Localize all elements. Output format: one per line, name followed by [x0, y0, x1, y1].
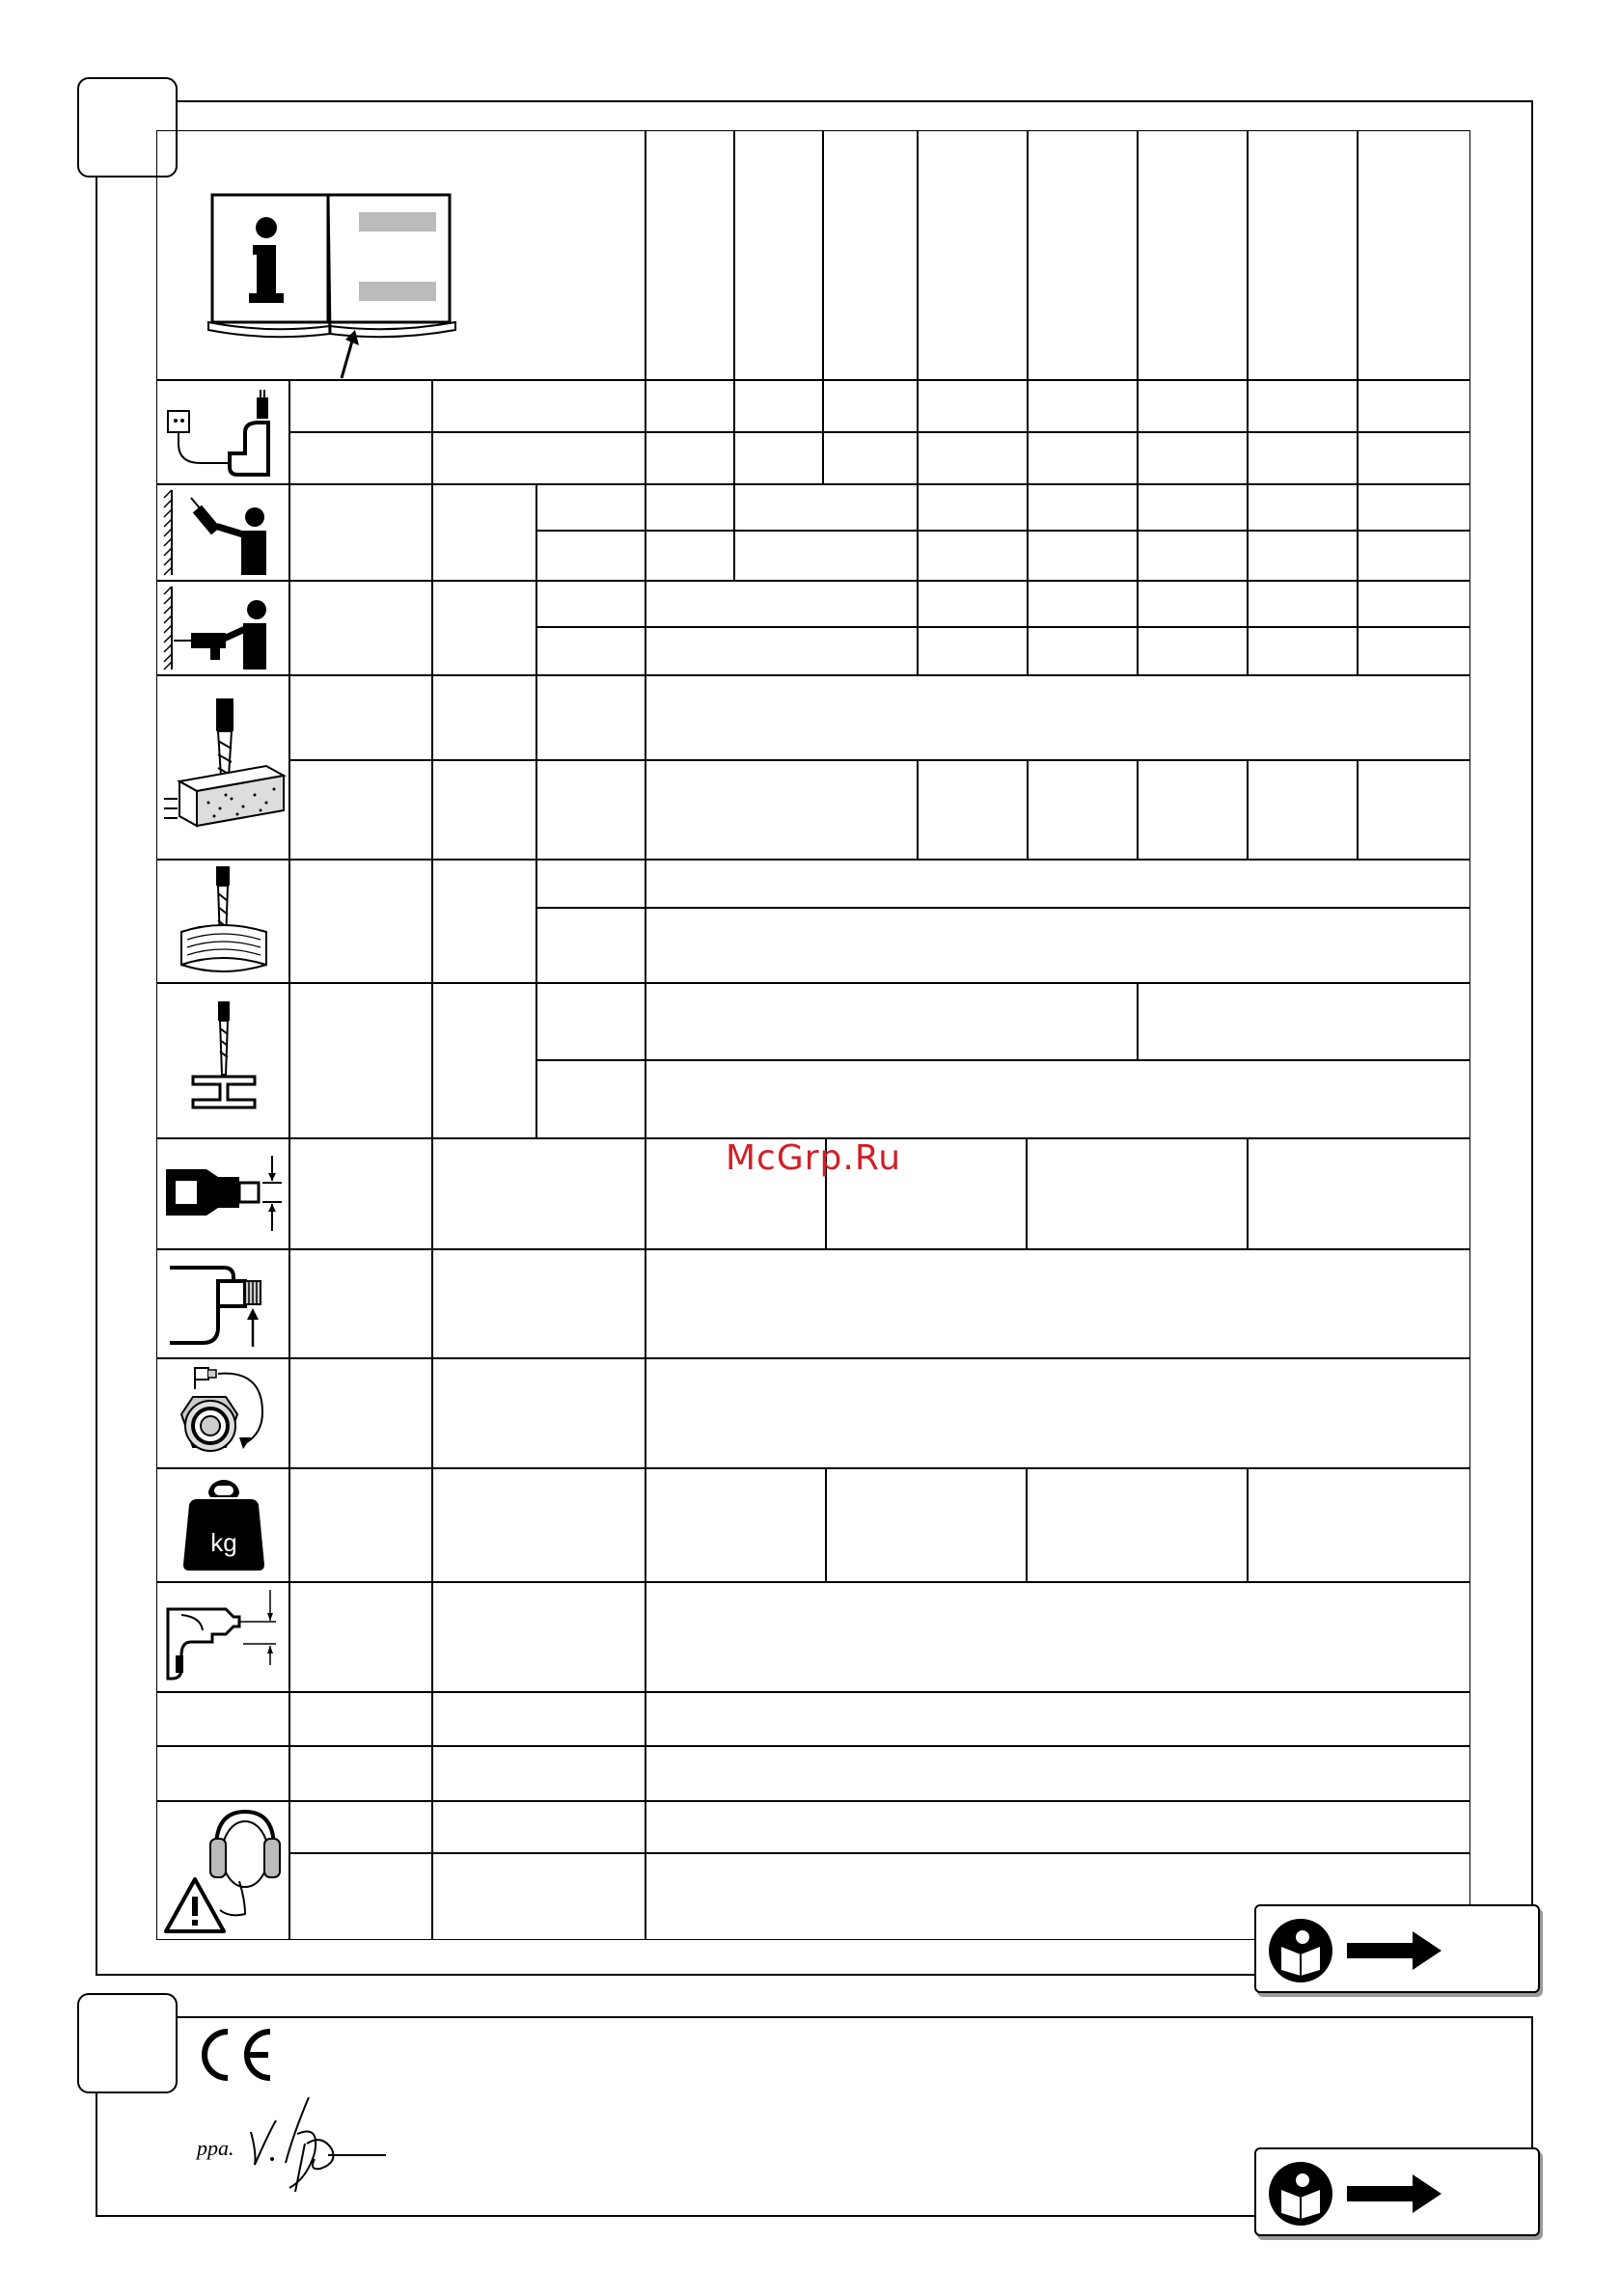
- see-manual-button[interactable]: [1254, 1904, 1540, 1993]
- spec-cell: [917, 580, 1029, 628]
- spec-cell: [1357, 759, 1470, 861]
- spec-cell: [822, 379, 919, 433]
- spec-cell: [288, 982, 433, 1139]
- spec-cell: [535, 759, 646, 861]
- steel-drilling-icon: [179, 999, 268, 1121]
- spec-cell: [535, 626, 646, 676]
- overhead-drilling-icon: [162, 488, 286, 577]
- spec-cell: [917, 431, 1029, 485]
- spec-cell: [288, 379, 433, 433]
- spec-cell: [1247, 483, 1359, 532]
- spec-cell: [535, 982, 646, 1061]
- spec-cell: [733, 530, 919, 582]
- spec-cell: [645, 1581, 1470, 1693]
- spec-cell: [431, 1467, 646, 1583]
- spec-cell: [645, 580, 919, 628]
- spec-cell: [535, 483, 646, 532]
- spec-cell: [645, 982, 1139, 1061]
- spec-cell: [431, 1691, 646, 1747]
- spec-cell: [1137, 580, 1249, 628]
- header-col: [1357, 130, 1470, 381]
- spec-cell: [288, 483, 433, 582]
- section-tab-2: [77, 1993, 178, 2093]
- spec-cell: [645, 483, 735, 532]
- spec-cell: [733, 483, 919, 532]
- spec-cell: [917, 626, 1029, 676]
- spec-cell: [645, 530, 735, 582]
- spec-cell: [1247, 759, 1359, 861]
- manual-info-icon: [206, 189, 459, 382]
- spec-cell: [733, 379, 824, 433]
- spec-cell: [288, 1581, 433, 1693]
- hearing-protection-warning-icon: [162, 1806, 286, 1935]
- spec-cell: [288, 431, 433, 485]
- spec-cell: [431, 1357, 646, 1469]
- spec-cell: [645, 759, 919, 861]
- spec-cell: [288, 1137, 433, 1250]
- spec-cell: [431, 379, 646, 433]
- spec-cell: [1027, 483, 1139, 532]
- spec-cell: [1247, 530, 1359, 582]
- spec-cell: [645, 1691, 1470, 1747]
- spec-cell: [645, 379, 735, 433]
- spec-cell: [1247, 431, 1359, 485]
- chuck-capacity-icon: [162, 1154, 286, 1237]
- spec-cell: [825, 1467, 1028, 1583]
- spec-cell: [733, 431, 824, 485]
- spec-cell: [431, 1800, 646, 1854]
- spec-cell: [917, 483, 1029, 532]
- spec-cell: [645, 1248, 1470, 1359]
- header-col: [1137, 130, 1249, 381]
- wood-drilling-icon: [174, 864, 274, 978]
- spec-cell: [1247, 580, 1359, 628]
- spec-cell: [1027, 379, 1139, 433]
- spec-cell: [288, 1248, 433, 1359]
- spec-cell: [1357, 431, 1470, 485]
- spec-cell: [1247, 626, 1359, 676]
- spec-cell: [535, 859, 646, 909]
- center-height-icon: [162, 1588, 286, 1688]
- spec-cell: [1137, 431, 1249, 485]
- spec-cell: [1026, 1467, 1249, 1583]
- spec-cell: [1137, 483, 1249, 532]
- signature: [193, 2095, 396, 2201]
- spec-cell: [431, 759, 537, 861]
- spec-cell: [645, 431, 735, 485]
- spec-cell: [535, 530, 646, 582]
- header-col: [733, 130, 824, 381]
- spec-cell: [1026, 1137, 1249, 1250]
- header-col: [1247, 130, 1359, 381]
- spec-cell: [288, 1745, 433, 1802]
- read-manual-arrow-icon: [1268, 2161, 1461, 2227]
- spec-cell: [822, 431, 919, 485]
- spec-cell: [431, 580, 537, 676]
- spec-cell: [645, 674, 1470, 761]
- spec-cell: [431, 674, 537, 761]
- spec-cell: [1247, 379, 1359, 433]
- signature-prefix: ppa.: [197, 2136, 234, 2160]
- spec-cell: [1027, 580, 1139, 628]
- spec-cell: [917, 530, 1029, 582]
- spec-cell: [431, 859, 537, 984]
- spec-cell: [1027, 431, 1139, 485]
- spec-cell: [1137, 759, 1249, 861]
- spec-cell: [156, 1691, 290, 1747]
- spec-cell: [288, 1800, 433, 1854]
- spec-cell: [1247, 1467, 1470, 1583]
- spec-cell: [288, 759, 433, 861]
- spec-cell: [1357, 530, 1470, 582]
- spec-cell: [156, 1745, 290, 1802]
- spec-cell: [645, 1800, 1470, 1854]
- see-manual-button-2[interactable]: [1254, 2147, 1540, 2236]
- spec-cell: [288, 674, 433, 761]
- spec-cell: [535, 580, 646, 628]
- spec-cell: [1247, 1137, 1470, 1250]
- spec-cell: [431, 483, 537, 582]
- spec-cell: [1027, 530, 1139, 582]
- spec-cell: [288, 1852, 433, 1940]
- spec-cell: [431, 1137, 646, 1250]
- spec-cell: [1357, 580, 1470, 628]
- spec-cell: [431, 1745, 646, 1802]
- spec-cell: [1137, 379, 1249, 433]
- spec-cell: [1027, 626, 1139, 676]
- spec-cell: [288, 1691, 433, 1747]
- header-col: [645, 130, 735, 381]
- spec-cell: [917, 379, 1029, 433]
- spec-cell: [431, 1852, 646, 1940]
- spec-cell: [431, 982, 537, 1139]
- spec-cell: [1137, 982, 1470, 1061]
- spec-cell: [645, 1059, 1470, 1139]
- header-col: [1027, 130, 1139, 381]
- spec-cell: [288, 1357, 433, 1469]
- spec-cell: [431, 431, 646, 485]
- spec-cell: [535, 1059, 646, 1139]
- spec-cell: [645, 859, 1470, 909]
- weight-kg-icon: [181, 1476, 266, 1574]
- header-col: [822, 130, 919, 381]
- spec-cell: [288, 580, 433, 676]
- ce-mark: [193, 2026, 280, 2084]
- spec-cell: [431, 1248, 646, 1359]
- concrete-drilling-icon: [160, 695, 288, 839]
- spec-cell: [645, 1357, 1470, 1469]
- read-manual-arrow-icon: [1268, 1918, 1461, 1983]
- spec-cell: [288, 1467, 433, 1583]
- watermark: McGrp.Ru: [726, 1138, 902, 1178]
- spec-cell: [1357, 483, 1470, 532]
- horizontal-drilling-icon: [162, 585, 286, 671]
- spec-cell: [645, 626, 919, 676]
- spindle-collar-icon: [162, 1364, 286, 1462]
- spec-cell: [1137, 626, 1249, 676]
- spec-cell: [535, 674, 646, 761]
- spec-cell: [645, 907, 1470, 984]
- spec-cell: [645, 1745, 1470, 1802]
- spec-cell: [288, 859, 433, 984]
- spindle-thread-icon: [164, 1260, 284, 1353]
- spec-cell: [1357, 626, 1470, 676]
- power-supply-icon: [162, 384, 286, 480]
- weight-kg-label: kg: [210, 1528, 237, 1557]
- header-col: [917, 130, 1029, 381]
- spec-cell: [1027, 759, 1139, 861]
- spec-cell: [917, 759, 1029, 861]
- spec-cell: [431, 1581, 646, 1693]
- spec-cell: [645, 1467, 827, 1583]
- spec-cell: [1357, 379, 1470, 433]
- spec-cell: [1137, 530, 1249, 582]
- spec-cell: [535, 907, 646, 984]
